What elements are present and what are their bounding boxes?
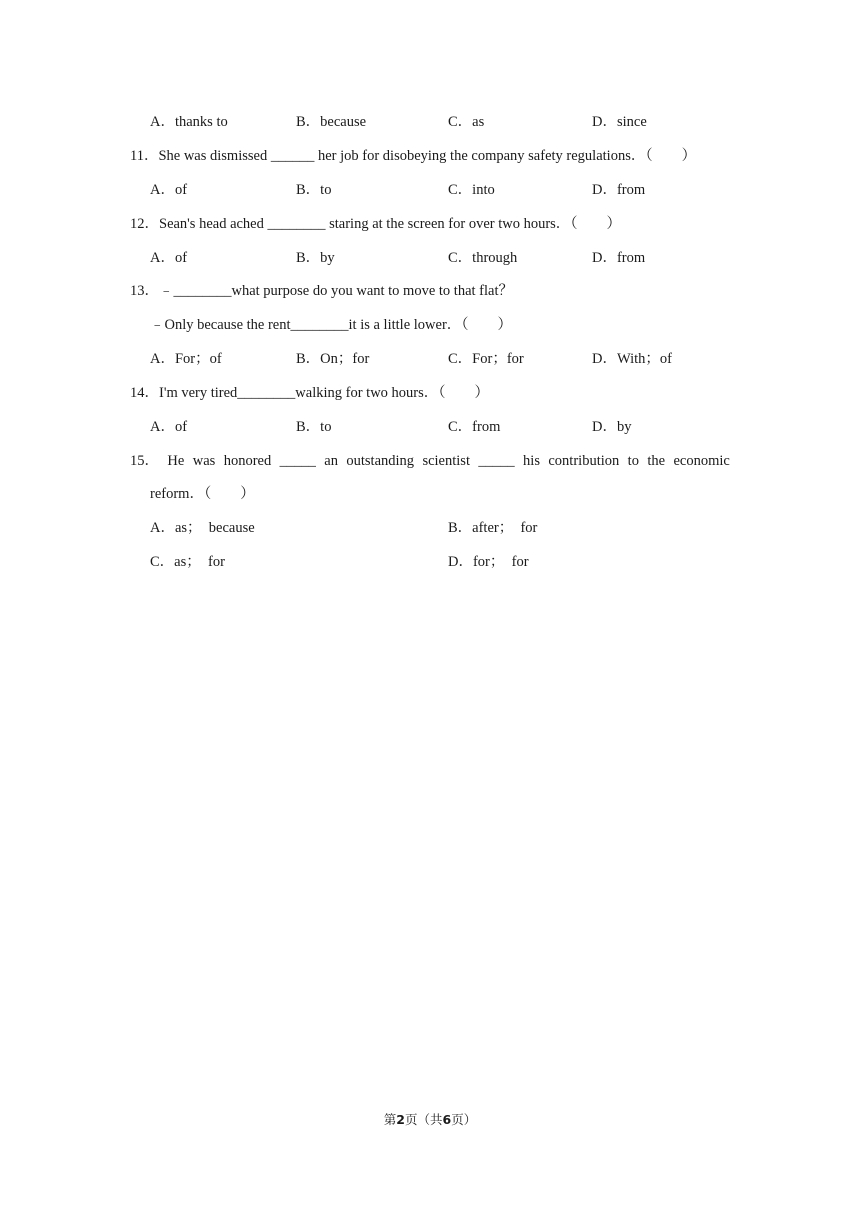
footer-prefix: 第 bbox=[383, 1112, 397, 1127]
footer-total-pages: 6 bbox=[442, 1112, 452, 1127]
q15-blank: _____ bbox=[478, 453, 515, 469]
q14-option-d: D．by bbox=[592, 419, 632, 435]
q12-option-b: B．by bbox=[296, 250, 335, 266]
q15-text-continued: reform．（ ） bbox=[150, 486, 255, 502]
q12-option-c: C．through bbox=[448, 250, 518, 266]
q15-word: an bbox=[324, 453, 338, 469]
q15-option-d: D．for； for bbox=[448, 554, 529, 570]
q15-option-b: B．after； for bbox=[448, 520, 538, 536]
q12-option-a: A．of bbox=[150, 250, 188, 266]
q15-word: scientist bbox=[422, 453, 470, 469]
q14-text: 14．I'm very tired________walking for two hours．（ ） bbox=[130, 385, 490, 401]
q14-option-b: B．to bbox=[296, 419, 332, 435]
q11-option-c: C．into bbox=[448, 182, 495, 198]
q11-option-a: A．of bbox=[150, 182, 188, 198]
q15-word: honored bbox=[223, 453, 272, 469]
q13-option-c: C．For；for bbox=[448, 351, 524, 367]
footer-suffix: 页） bbox=[451, 1112, 477, 1127]
q11-text: 11．She was dismissed ______ her job for disobeying the company safety regulations．（ ） bbox=[130, 148, 697, 164]
q15-blank: _____ bbox=[279, 453, 316, 469]
q15-word: to bbox=[627, 453, 639, 469]
q15-word: was bbox=[192, 453, 216, 469]
q15-word: economic bbox=[673, 453, 730, 469]
q15-word: the bbox=[647, 453, 666, 469]
q14-option-a: A．of bbox=[150, 419, 188, 435]
q15-word: outstanding bbox=[346, 453, 415, 469]
q15-text bbox=[130, 451, 730, 471]
q15-word: He bbox=[167, 453, 185, 469]
q10-option-c: C．as bbox=[448, 114, 485, 130]
q13-option-a: A．For；of bbox=[150, 351, 222, 367]
q13-text: 13．﹣________what purpose do you want to move to that flat？ bbox=[130, 283, 513, 299]
q15-word: 15． bbox=[130, 453, 159, 469]
q15-word: his bbox=[523, 453, 540, 469]
q13-option-b: B．On；for bbox=[296, 351, 370, 367]
q15-word: contribution bbox=[548, 453, 620, 469]
q12-text: 12．Sean's head ached ________ staring at the screen for over two hours．（ ） bbox=[130, 216, 622, 232]
q13-option-d: D．With；of bbox=[592, 351, 672, 367]
q10-option-d: D．since bbox=[592, 114, 647, 130]
q15-option-a: A．as； because bbox=[150, 520, 255, 536]
q13-text-reply: ﹣Only because the rent________it is a little lower．（ ） bbox=[150, 317, 513, 333]
q15-option-c: C．as； for bbox=[150, 554, 225, 570]
footer-middle: 页（共 bbox=[404, 1112, 443, 1127]
q11-option-b: B．to bbox=[296, 182, 332, 198]
q10-option-b: B．because bbox=[296, 114, 367, 130]
q12-option-d: D．from bbox=[592, 250, 646, 266]
page-footer bbox=[0, 1110, 860, 1130]
q10-option-a: A．thanks to bbox=[150, 114, 228, 130]
q14-option-c: C．from bbox=[448, 419, 501, 435]
footer-page-number: 2 bbox=[396, 1112, 405, 1127]
q11-option-d: D．from bbox=[592, 182, 646, 198]
